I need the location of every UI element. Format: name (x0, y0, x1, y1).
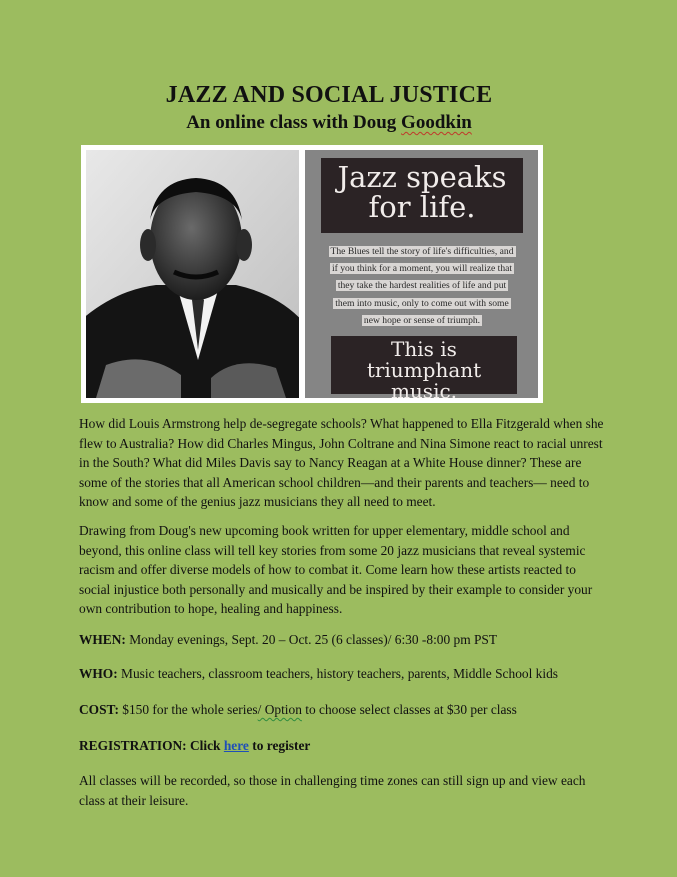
quote-closing (331, 336, 517, 398)
quote-panel (305, 150, 538, 398)
quote-body (313, 243, 531, 329)
when-value: Monday evenings, Sept. 20 – Oct. 25 (6 classes)/ 6:30 -8:00 pm PST (125, 632, 498, 647)
page-title: JAZZ AND SOCIAL JUSTICE (165, 82, 493, 108)
quote-line: The Blues tell the story of life's difficulties, and (330, 246, 514, 257)
registration-label: REGISTRATION: Click (79, 738, 224, 753)
recording-note: All classes will be recorded, so those in challenging time zones can still sign up and view each class at their leisure. (79, 773, 586, 808)
registration-line (79, 736, 609, 756)
who-value: Music teachers, classroom teachers, history teachers, parents, Middle School kids (117, 666, 558, 681)
portrait-photo (86, 150, 299, 398)
subtitle-prefix: An online class with Doug (186, 112, 402, 133)
who-label: WHO: (79, 666, 118, 681)
poster-image (81, 145, 543, 403)
cost-value: $150 for the whole series (118, 702, 258, 717)
quote-line: they take the hardest realities of life and put (337, 280, 507, 292)
instructor-name: Goodkin (401, 112, 472, 133)
description-paragraph: Drawing from Doug's new upcoming book written for upper elementary, middle school and beyond, this online class will tell key stories from some 20 jazz musicians that reveal systemic racism and offer diverse models of how to combat it. Come learn how these artists reacted to social injustice both personally and musically and be inspired by their example to consider your own contribution to hope, healing and happiness. (79, 523, 593, 617)
portrait-illustration (86, 150, 299, 398)
quote-line: them into music, only to come out with some (335, 297, 509, 309)
quote-headline (321, 158, 523, 233)
when-label: WHEN: (79, 632, 126, 647)
cost-value-rest: to choose select classes at $30 per class (301, 702, 517, 717)
when-line (79, 630, 609, 650)
cost-label: COST: (79, 702, 119, 717)
quote-headline-line2: for life. (368, 190, 476, 225)
who-line (79, 664, 609, 684)
quote-closing-line1: This is triumphant (366, 337, 482, 382)
cost-option: / Option (257, 702, 302, 717)
quote-closing-line2: music. (390, 379, 458, 398)
registration-suffix: to register (248, 738, 311, 753)
quote-line: new hope or sense of triumph. (363, 314, 481, 326)
intro-paragraph: How did Louis Armstrong help de-segregate schools? What happened to Ella Fitzgerald when she flew to Australia? How did Charles Mingus, John Coltrane and Nina Simone react to racial unrest in the South? What did Miles Davis say to Nancy Reagan at a White House dinner? These are some of the stories that all American school children—and their parents and teachers— need to know and some of the genius jazz musicians they all need to meet. (79, 416, 604, 510)
quote-line: if you think for a moment, you will realize that (331, 263, 513, 275)
cost-line (79, 700, 609, 720)
quote-headline-line1: Jazz speaks (337, 160, 507, 194)
page-subtitle (0, 112, 658, 134)
registration-link[interactable]: here (223, 738, 249, 753)
